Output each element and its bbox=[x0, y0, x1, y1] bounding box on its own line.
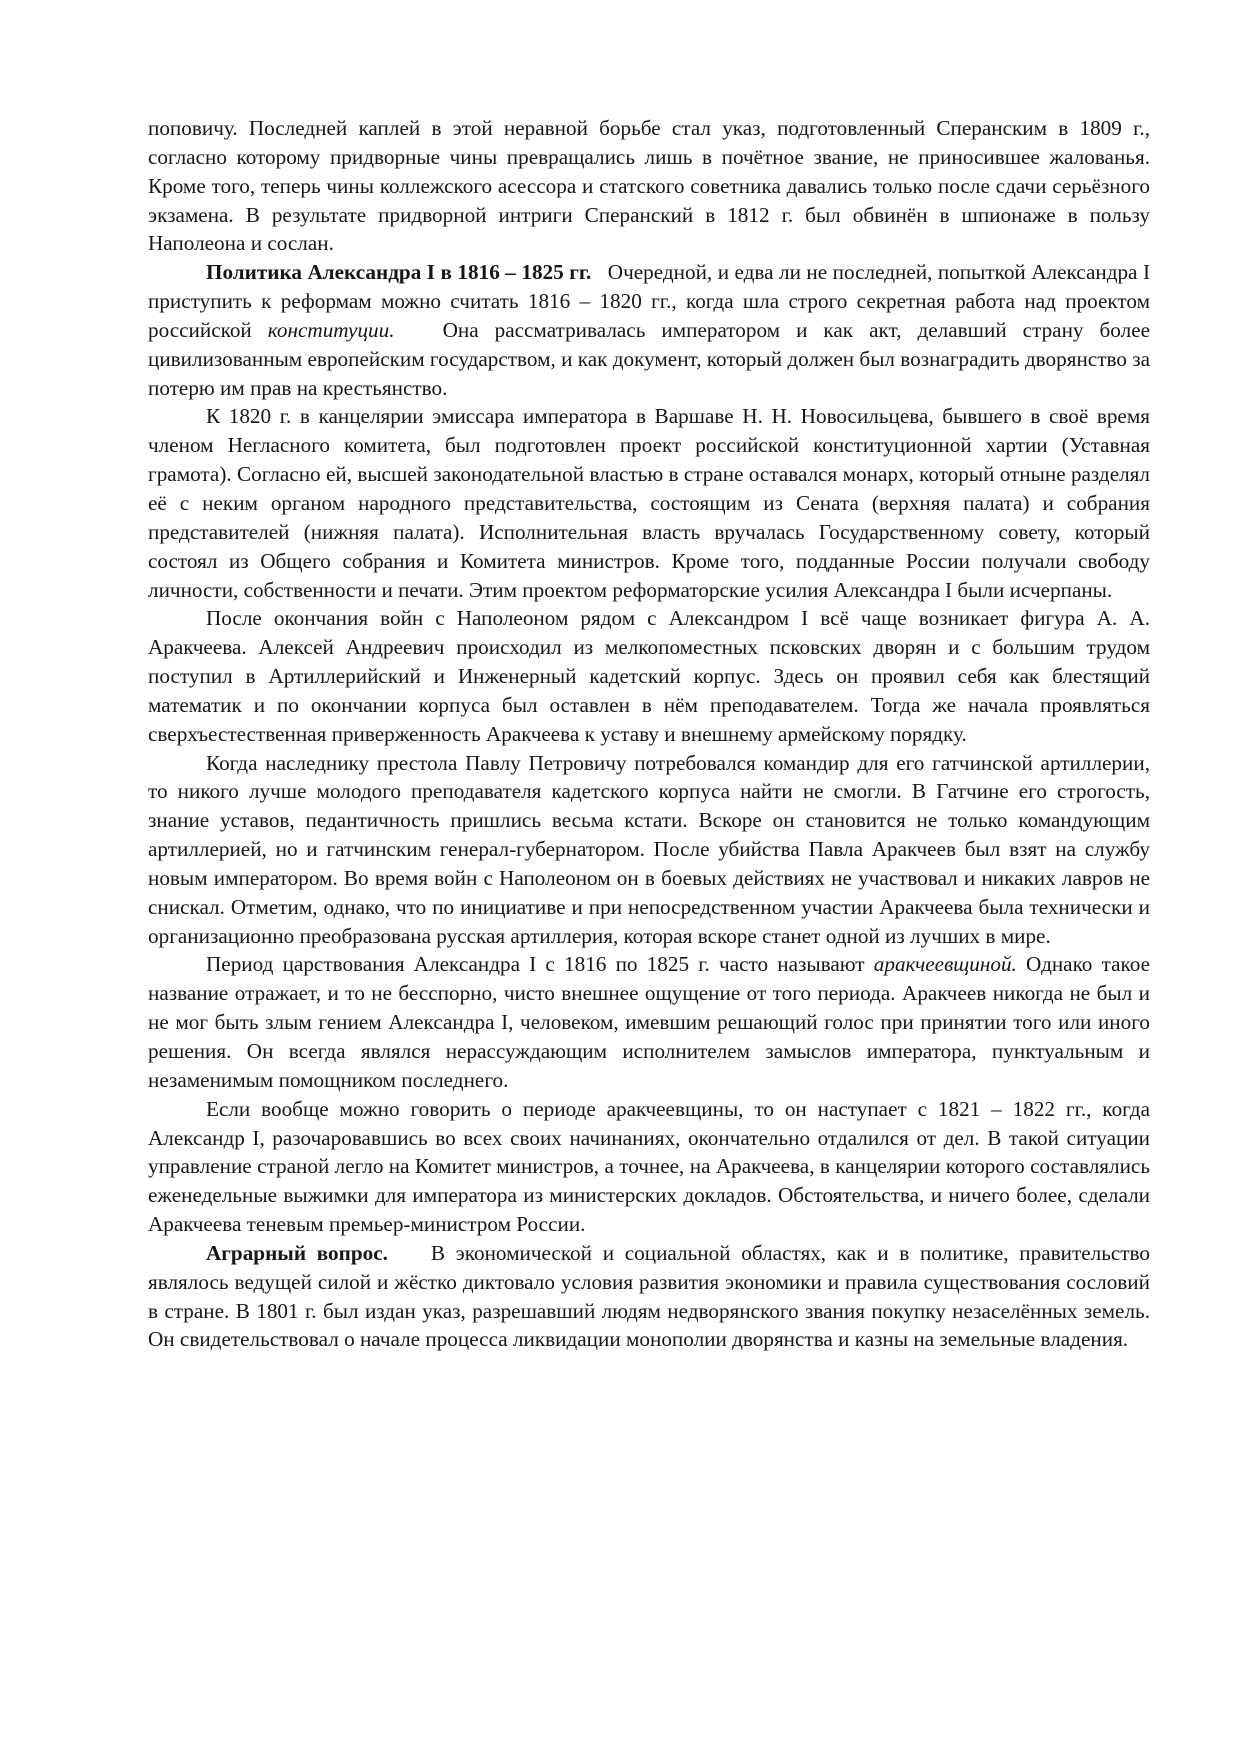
paragraph-text: Однако такое название отражает, и то не бесспорно, чисто внешнее ощущение от того периода. Аракчеев никогда не был и не мог быть злым гением Александра I, человеком, имевшим решающий голос при принятии того или иного решения. Он всегда являлся нерассуждающим исполнителем замыслов императора, пунктуальным и незаменимым помощником последнего. bbox=[148, 952, 1150, 1092]
section-heading-policy: Политика Александра I в 1816 – 1825 гг. bbox=[206, 260, 592, 285]
paragraph-text: После окончания войн с Наполеоном рядом с Александром I всё чаще возникает фигура А. А. Аракчеева. Алексей Андреевич происходил из мелкопоместных псковских дворян и с большим трудом поступил в Артиллерийский и Инженерный кадетский корпус. Здесь он проявил себя как блестящий математик и по окончании корпуса был оставлен в нём преподавателем. Тогда же начала проявляться сверхъестественная приверженность Аракчеева к уставу и внешнему армейскому порядку. bbox=[148, 606, 1150, 746]
paragraph-policy-1816-1825 bbox=[148, 258, 1150, 402]
paragraph-text: Она рассматривалась императором и как акт, делавший страну более цивилизованным европейским государством, и как документ, который должен был вознаградить дворянство за потерю им прав на крестьянство. bbox=[148, 317, 1151, 400]
paragraph-text: Очередной, и едва ли не последней, попыткой Александра I приступить к реформам можно считать 1816 – 1820 гг., когда шла строго секретная работа над проектом российской bbox=[148, 260, 1151, 342]
paragraph-text: поповичу. Последней каплей в этой неравной борьбе стал указ, подготовленный Сперанским в 1809 г., согласно которому придворные чины превращались лишь в почётное звание, не приносившее жалованья. Кроме того, теперь чины коллежского асессора и статского советника давались только после сдачи серьёзного экзамена. В результате придворной интриги Сперанский в 1812 г. был обвинён в шпионаже в пользу Наполеона и сослан. bbox=[148, 116, 1150, 256]
italic-term: аракчеевщиной. bbox=[873, 952, 1017, 977]
italic-term: конституции. bbox=[267, 317, 395, 342]
paragraph-arakcheev-origin bbox=[148, 604, 1150, 748]
paragraph-arakcheevshchina-period bbox=[148, 1095, 1150, 1239]
paragraph-constitutional-charter bbox=[148, 402, 1150, 604]
document-page bbox=[148, 114, 1150, 1354]
section-heading-agrarian: Аграрный вопрос. bbox=[206, 1240, 388, 1265]
paragraph-agrarian-question bbox=[148, 1239, 1150, 1354]
paragraph-text: Когда наследнику престола Павлу Петровичу потребовался командир для его гатчинской артиллерии, то никого лучше молодого преподавателя кадетского корпуса найти не смогли. В Гатчине его строгость, знание уставов, педантичность пришлись весьма кстати. Вскоре он становится не только командующим артиллерией, но и гатчинским генерал-губернатором. После убийства Павла Аракчеев был взят на службу новым императором. Во время войн с Наполеоном он в боевых действиях не участвовал и никаких лавров не снискал. Отметим, однако, что по инициативе и при непосредственном участии Аракчеева была технически и организационно преобразована русская артиллерия, которая вскоре станет одной из лучших в мире. bbox=[148, 750, 1150, 948]
paragraph-text: В экономической и социальной областях, как и в политике, правительство являлось ведущей силой и жёстко диктовало условия развития экономики и правила существования сословий в стране. В 1801 г. был издан указ, разрешавший людям недворянского звания покупку незаселённых земель. Он свидетельствовал о начале процесса ликвидации монополии дворянства и казны на земельные владения. bbox=[148, 1240, 1151, 1352]
paragraph-text: Период царствования Александра I с 1816 по 1825 г. часто называют bbox=[206, 952, 865, 977]
paragraph-speransky-exile bbox=[148, 114, 1150, 258]
paragraph-text: К 1820 г. в канцелярии эмиссара императора в Варшаве Н. Н. Новосильцева, бывшего в своё время членом Негласного комитета, был подготовлен проект российской конституционной хартии (Уставная грамота). Согласно ей, высшей законодательной властью в стране оставался монарх, который отныне разделял её с неким органом народного представительства, состоящим из Сената (верхняя палата) и собрания представителей (нижняя палата). Исполнительная власть вручалась Государственному совету, который состоял из Общего собрания и Комитета министров. Кроме того, подданные России получали свободу личности, собственности и печати. Этим проектом реформаторские усилия Александра I были исчерпаны. bbox=[148, 404, 1150, 602]
paragraph-arakcheev-gatchina bbox=[148, 749, 1150, 951]
paragraph-arakcheevshchina bbox=[148, 950, 1150, 1094]
paragraph-text: Если вообще можно говорить о периоде аракчеевщины, то он наступает с 1821 – 1822 гг., когда Александр I, разочаровавшись во всех своих начинаниях, окончательно отдалился от дел. В такой ситуации управление страной легло на Комитет министров, а точнее, на Аракчеева, в канцелярии которого составлялись еженедельные выжимки для императора из министерских докладов. Обстоятельства, и ничего более, сделали Аракчеева теневым премьер-министром России. bbox=[148, 1096, 1150, 1237]
